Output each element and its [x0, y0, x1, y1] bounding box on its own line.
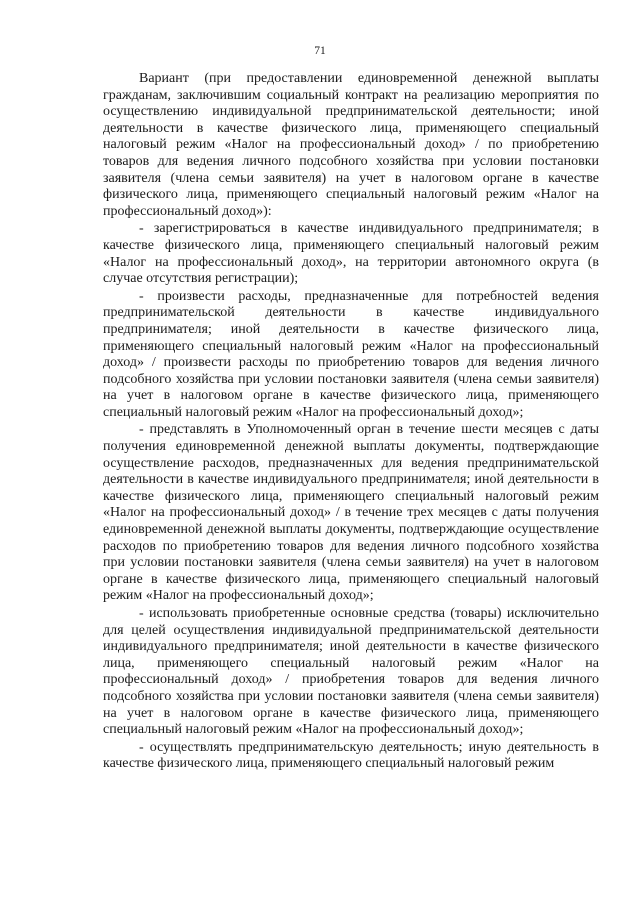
paragraph-expenses: - произвести расходы, предназначенные для потребностей ведения предпринимательской деятельности в качестве индивидуального предпринимателя; иной деятельности в качестве физического лица, применяющего специальный налоговый режим «Налог на профессиональный доход» / произвести расходы по приобретению товаров для ведения личного подсобного хозяйства при условии постановки заявителя (члена семьи заявителя) на учет в налоговом органе в качестве физического лица, применяющего специальный налоговый режим «Налог на профессиональный доход»; [103, 288, 599, 420]
paragraph-register: - зарегистрироваться в качестве индивидуального предпринимателя; в качестве физического лица, применяющего специальный налоговый режим «Налог на профессиональный доход», на территории автономного округа (в случае отсутствия регистрации); [103, 221, 599, 287]
paragraph-use-assets: - использовать приобретенные основные средства (товары) исключительно для целей осуществления индивидуальной предпринимательской деятельности индивидуального предпринимателя; иной деятельности в качестве физического лица, применяющего специальный налоговый режим «Налог на профессиональный доход» / приобретения товаров для ведения личного подсобного хозяйства при условии постановки заявителя (члена семьи заявителя) на учет в налоговом органе в качестве физического лица, применяющего специальный налоговый режим «Налог на профессиональный доход»; [103, 606, 599, 738]
page-number: 71 [314, 45, 326, 57]
document-body [103, 71, 599, 774]
paragraph-submit-documents: - представлять в Уполномоченный орган в течение шести месяцев с даты получения единовременной денежной выплаты документы, подтверждающие осуществление расходов, предназначенных для ведения предпринимательской деятельности в качестве индивидуального предпринимателя; иной деятельности в качестве физического лица, применяющего специальный налоговый режим «Налог на профессиональный доход» / в течение трех месяцев с даты получения единовременной денежной выплаты документы, подтверждающие осуществление расходов по приобретению товаров для ведения личного подсобного хозяйства при условии постановки заявителя (члена семьи заявителя) на учет в налоговом органе в качестве физического лица, применяющего специальный налоговый режим «Налог на профессиональный доход»; [103, 422, 599, 604]
paragraph-carry-out-activity: - осуществлять предпринимательскую деятельность; иную деятельность в качестве физического лица, применяющего специальный налоговый режим [103, 739, 599, 772]
paragraph-variant-intro: Вариант (при предоставлении единовременной денежной выплаты гражданам, заключившим социальный контракт на реализацию мероприятия по осуществлению индивидуальной предпринимательской деятельности; иной деятельности в качестве физического лица, применяющего специальный налоговый режим «Налог на профессиональный доход» / по приобретению товаров для ведения личного подсобного хозяйства при условии постановки заявителя (члена семьи заявителя) на учет в налоговом органе в качестве физического лица, применяющего специальный налоговый режим «Налог на профессиональный доход»): [103, 71, 599, 219]
